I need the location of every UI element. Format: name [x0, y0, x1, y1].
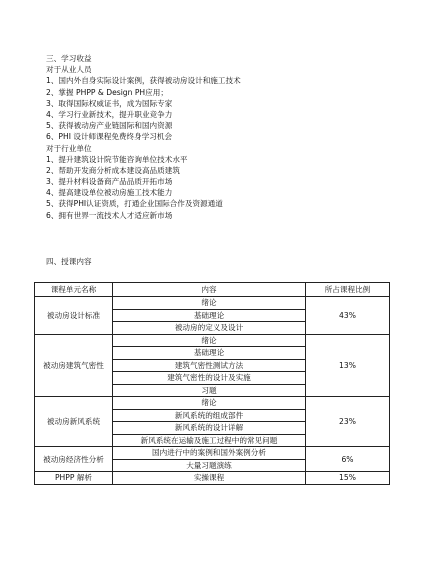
ratio-cell: 43% — [306, 297, 390, 335]
unit-name-cell: 被动房新风系统 — [35, 397, 113, 447]
unit-name-cell: PHPP 解析 — [35, 472, 113, 485]
content-cell: 新风系统在运输及施工过程中的常见问题 — [113, 434, 306, 447]
content-cell: 建筑气密性测试方法 — [113, 359, 306, 372]
content-cell: 绪论 — [113, 297, 306, 310]
ratio-cell: 23% — [306, 397, 390, 447]
list-item: 3、提升材料设备商产品品质开拓市场 — [46, 177, 173, 187]
list-item: 5、获得PHI认证资质，打通企业国际合作及资源通道 — [46, 199, 223, 209]
header-content: 内容 — [113, 283, 306, 297]
content-cell: 国内进行中的案例和国外案例分析 — [113, 447, 306, 460]
unit-name-cell: 被动房经济性分析 — [35, 447, 113, 472]
group-title-organizations: 对于行业单位 — [46, 143, 92, 153]
list-item: 6、拥有世界一流技术人才适应新市场 — [46, 210, 173, 220]
unit-name-cell: 被动房建筑气密性 — [35, 334, 113, 397]
list-item: 2、掌握 PHPP & Design PH应用； — [46, 87, 168, 97]
header-ratio: 所占课程比例 — [306, 283, 390, 297]
list-item: 3、取得国际权威证书，成为国际专家 — [46, 98, 173, 108]
content-cell: 大量习题演练 — [113, 459, 306, 472]
list-item: 6、PHI 设计师课程免费终身学习机会 — [46, 132, 173, 142]
list-item: 2、帮助开发商分析成本建设高品质建筑 — [46, 165, 180, 175]
content-cell: 实操课程 — [113, 472, 306, 485]
learning-benefits-section — [46, 53, 386, 221]
section-title-course-content: 四、授课内容 — [46, 257, 92, 266]
content-cell: 基础理论 — [113, 347, 306, 360]
ratio-cell: 6% — [306, 447, 390, 472]
table-header-row — [35, 283, 390, 297]
unit-name-cell: 被动房设计标准 — [35, 297, 113, 335]
table-row — [35, 447, 390, 460]
content-cell: 新风系统的设计详解 — [113, 422, 306, 435]
ratio-cell: 13% — [306, 334, 390, 397]
table-row — [35, 334, 390, 347]
content-cell: 习题 — [113, 384, 306, 397]
content-cell: 被动房的定义及设计 — [113, 322, 306, 335]
section-title: 三、学习收益 — [46, 54, 92, 63]
content-cell: 基础理论 — [113, 309, 306, 322]
group-title-practitioners: 对于从业人员 — [46, 65, 92, 75]
ratio-cell: 15% — [306, 472, 390, 485]
content-cell: 绪论 — [113, 334, 306, 347]
list-item: 1、提升建筑设计院节能咨询单位技术水平 — [46, 154, 188, 164]
table-row — [35, 472, 390, 485]
header-unit-name: 课程单元名称 — [35, 283, 113, 297]
table-row — [35, 397, 390, 410]
content-cell: 建筑气密性的设计及实施 — [113, 372, 306, 385]
content-cell: 新风系统的组成部件 — [113, 409, 306, 422]
course-content-table — [34, 282, 390, 485]
table-row — [35, 297, 390, 310]
list-item: 4、提高建设单位被动房施工技术能力 — [46, 188, 173, 198]
content-cell: 绪论 — [113, 397, 306, 410]
list-item: 5、获得被动房产业链国际和国内资源 — [46, 121, 173, 131]
list-item: 1、国内外自身实际设计案例，获得被动房设计和施工技术 — [46, 76, 241, 86]
list-item: 4、学习行业新技术，提升职业竞争力 — [46, 109, 173, 119]
